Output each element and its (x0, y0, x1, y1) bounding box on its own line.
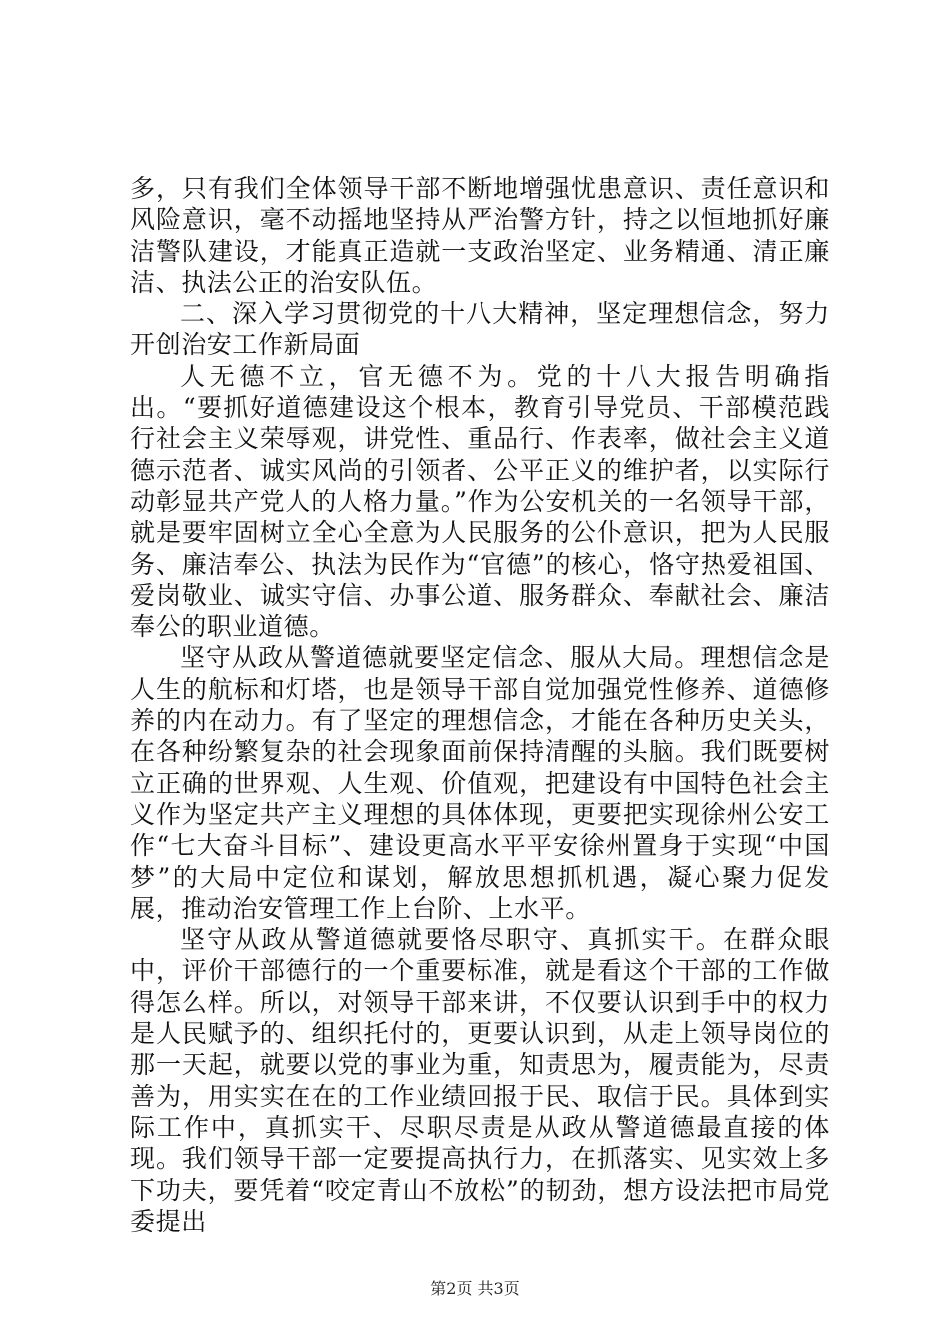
document-body (130, 173, 830, 1237)
paragraph-1: 多，只有我们全体领导干部不断地增强忧患意识、责任意识和风险意识，毫不动摇地坚持从严治警方针，持之以恒地抓好廉洁警队建设，才能真正造就一支政治坚定、业务精通、清正廉洁、执法公正的治安队伍。 (130, 174, 830, 297)
paragraph-3: 坚守从政从警道德就要坚定信念、服从大局。理想信念是人生的航标和灯塔，也是领导干部自觉加强党性修养、道德修养的内在动力。有了坚定的理想信念，才能在各种历史关头，在各种纷繁复杂的社会现象面前保持清醒的头脑。我们既要树立正确的世界观、人生观、价值观，把建设有中国特色社会主义作为坚定共产主义理想的具体体现，更要把实现徐州公安工作“七大奋斗目标”、建设更高水平平安徐州置身于实现“中国梦”的大局中定位和谋划，解放思想抓机遇，凝心聚力促发展，推动治安管理工作上台阶、上水平。 (130, 643, 830, 923)
section-heading: 二、深入学习贯彻党的十八大精神，坚定理想信念，努力开创治安工作新局面 (130, 299, 830, 360)
paragraph-2: 人无德不立，官无德不为。党的十八大报告明确指出。“要抓好道德建设这个根本，教育引导党员、干部模范践行社会主义荣辱观，讲党性、重品行、作表率，做社会主义道德示范者、诚实风尚的引领者、公平正义的维护者，以实际行动彰显共产党人的人格力量。”作为公安机关的一名领导干部，就是要牢固树立全心全意为人民服务的公仆意识，把为人民服务、廉洁奉公、执法为民作为“官德”的核心，恪守热爱祖国、爱岗敬业、诚实守信、办事公道、服务群众、奉献社会、廉洁奉公的职业道德。 (130, 361, 830, 642)
paragraph-4: 坚守从政从警道德就要恪尽职守、真抓实干。在群众眼中，评价干部德行的一个重要标准，就是看这个干部的工作做得怎么样。所以，对领导干部来讲，不仅要认识到手中的权力是人民赋予的、组织托付的，更要认识到，从走上领导岗位的那一天起，就要以党的事业为重，知责思为，履责能为，尽责善为，用实实在在的工作业绩回报于民、取信于民。具体到实际工作中，真抓实干、尽职尽责是从政从警道德最直接的体现。我们领导干部一定要提高执行力，在抓落实、见实效上多下功夫，要凭着“咬定青山不放松”的韧劲，想方设法把市局党委提出 (130, 925, 830, 1236)
page-number-footer: 第2页 共3页 (430, 1279, 520, 1298)
